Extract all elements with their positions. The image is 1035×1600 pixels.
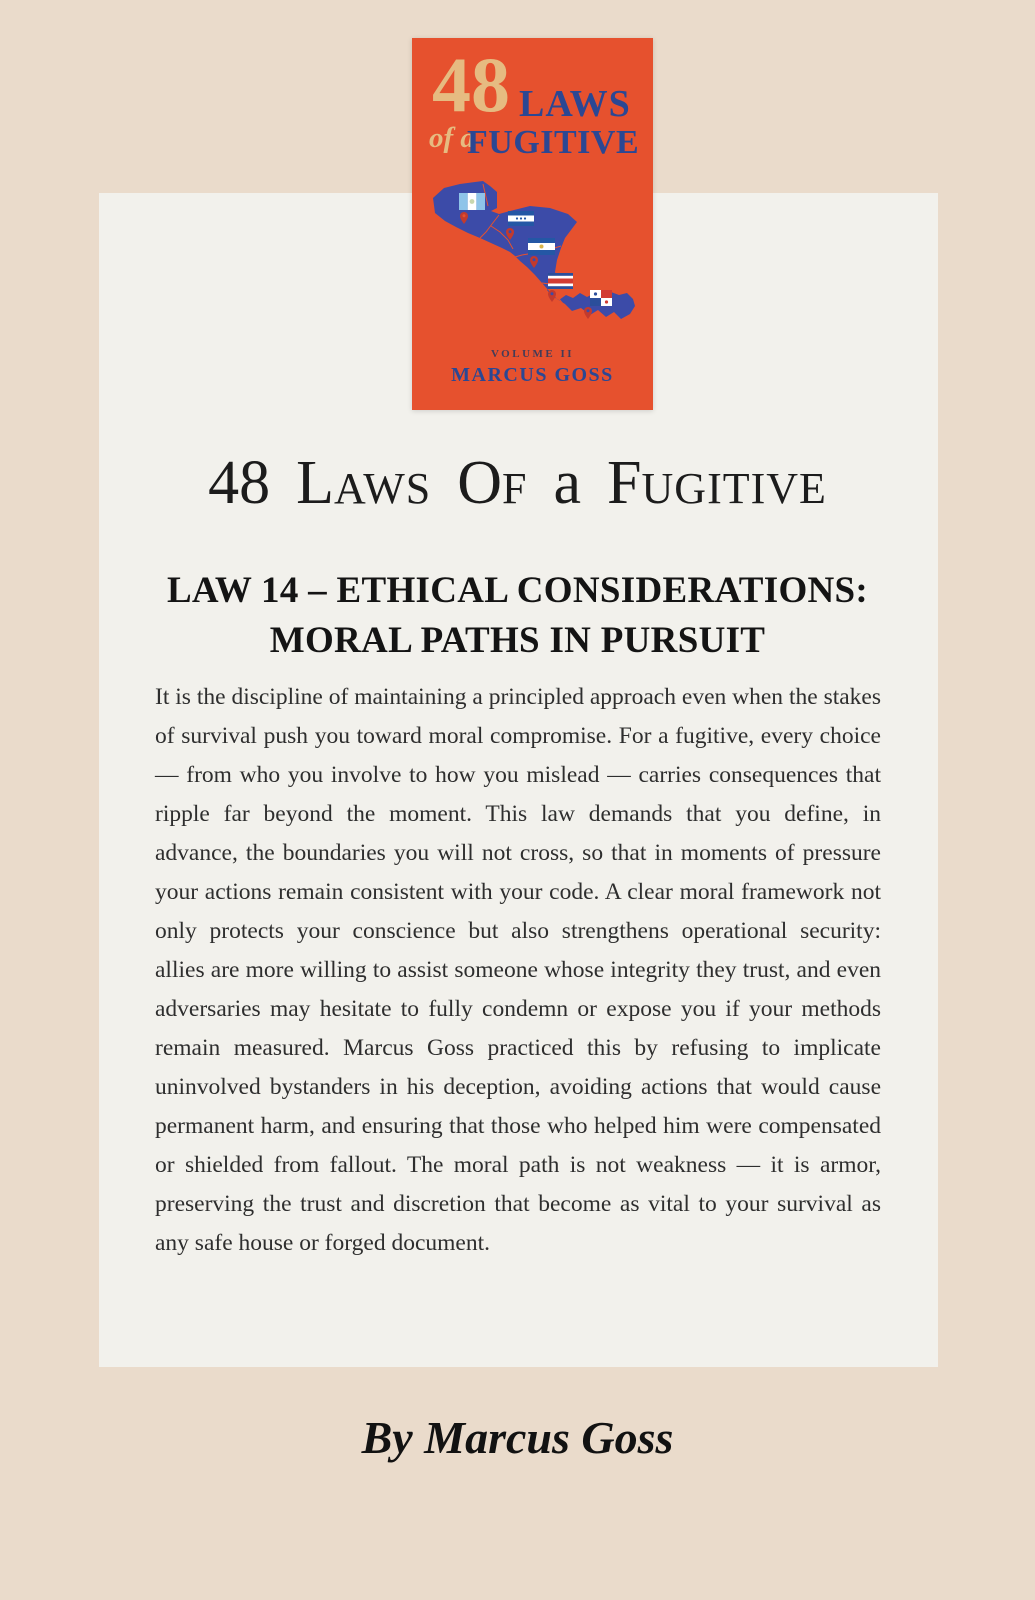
costa-rica-flag-icon bbox=[548, 273, 573, 289]
law-heading bbox=[0, 566, 1035, 666]
law-heading-line1: LAW 14 – ETHICAL CONSIDERATIONS: bbox=[166, 570, 869, 611]
central-america-map-image bbox=[420, 178, 640, 332]
panama-flag-icon bbox=[590, 290, 612, 306]
law-heading-line2: MORAL PATHS IN PURSUIT bbox=[269, 620, 766, 661]
guatemala-flag-icon bbox=[459, 193, 485, 210]
el-salvador-flag-icon bbox=[528, 238, 555, 255]
cover-of-a: of a bbox=[429, 122, 475, 154]
cover-fugitive-word: FUGITIVE bbox=[467, 124, 640, 161]
cover-laws-word: LAWS bbox=[519, 83, 631, 125]
cover-volume-label: VOLUME II bbox=[490, 348, 575, 360]
book-cover bbox=[412, 38, 653, 410]
honduras-flag-icon bbox=[508, 211, 534, 226]
cover-number: 48 bbox=[432, 41, 510, 128]
page-title: 48 LAWS OF a FUGITIVE bbox=[208, 449, 827, 517]
author-byline: By Marcus Goss bbox=[361, 1412, 674, 1463]
body-paragraph: It is the discipline of maintaining a principled approach even when the stakes of survival push you toward moral compromise. For a fugitive, every choice — from who you involve to how you mislead — carries consequences that ripple far beyond the moment. This law demands that you define, in advance, the boundaries you will not cross, so that in moments of pressure your actions remain consistent with your code. A clear moral framework not only protects your conscience but also strengthens operational security: allies are more willing to assist someone whose integrity they trust, and even adversaries may hesitate to fully condemn or expose you if your methods remain measured. Marcus Goss practiced this by refusing to implicate uninvolved bystanders in his deception, avoiding actions that would cause permanent harm, and ensuring that those who helped him were compensated or shielded from fallout. The moral path is not weakness — it is armor, preserving the trust and discretion that become as vital to your survival as any safe house or forged document. bbox=[155, 684, 881, 1256]
cover-author-name: MARCUS GOSS bbox=[451, 364, 614, 386]
